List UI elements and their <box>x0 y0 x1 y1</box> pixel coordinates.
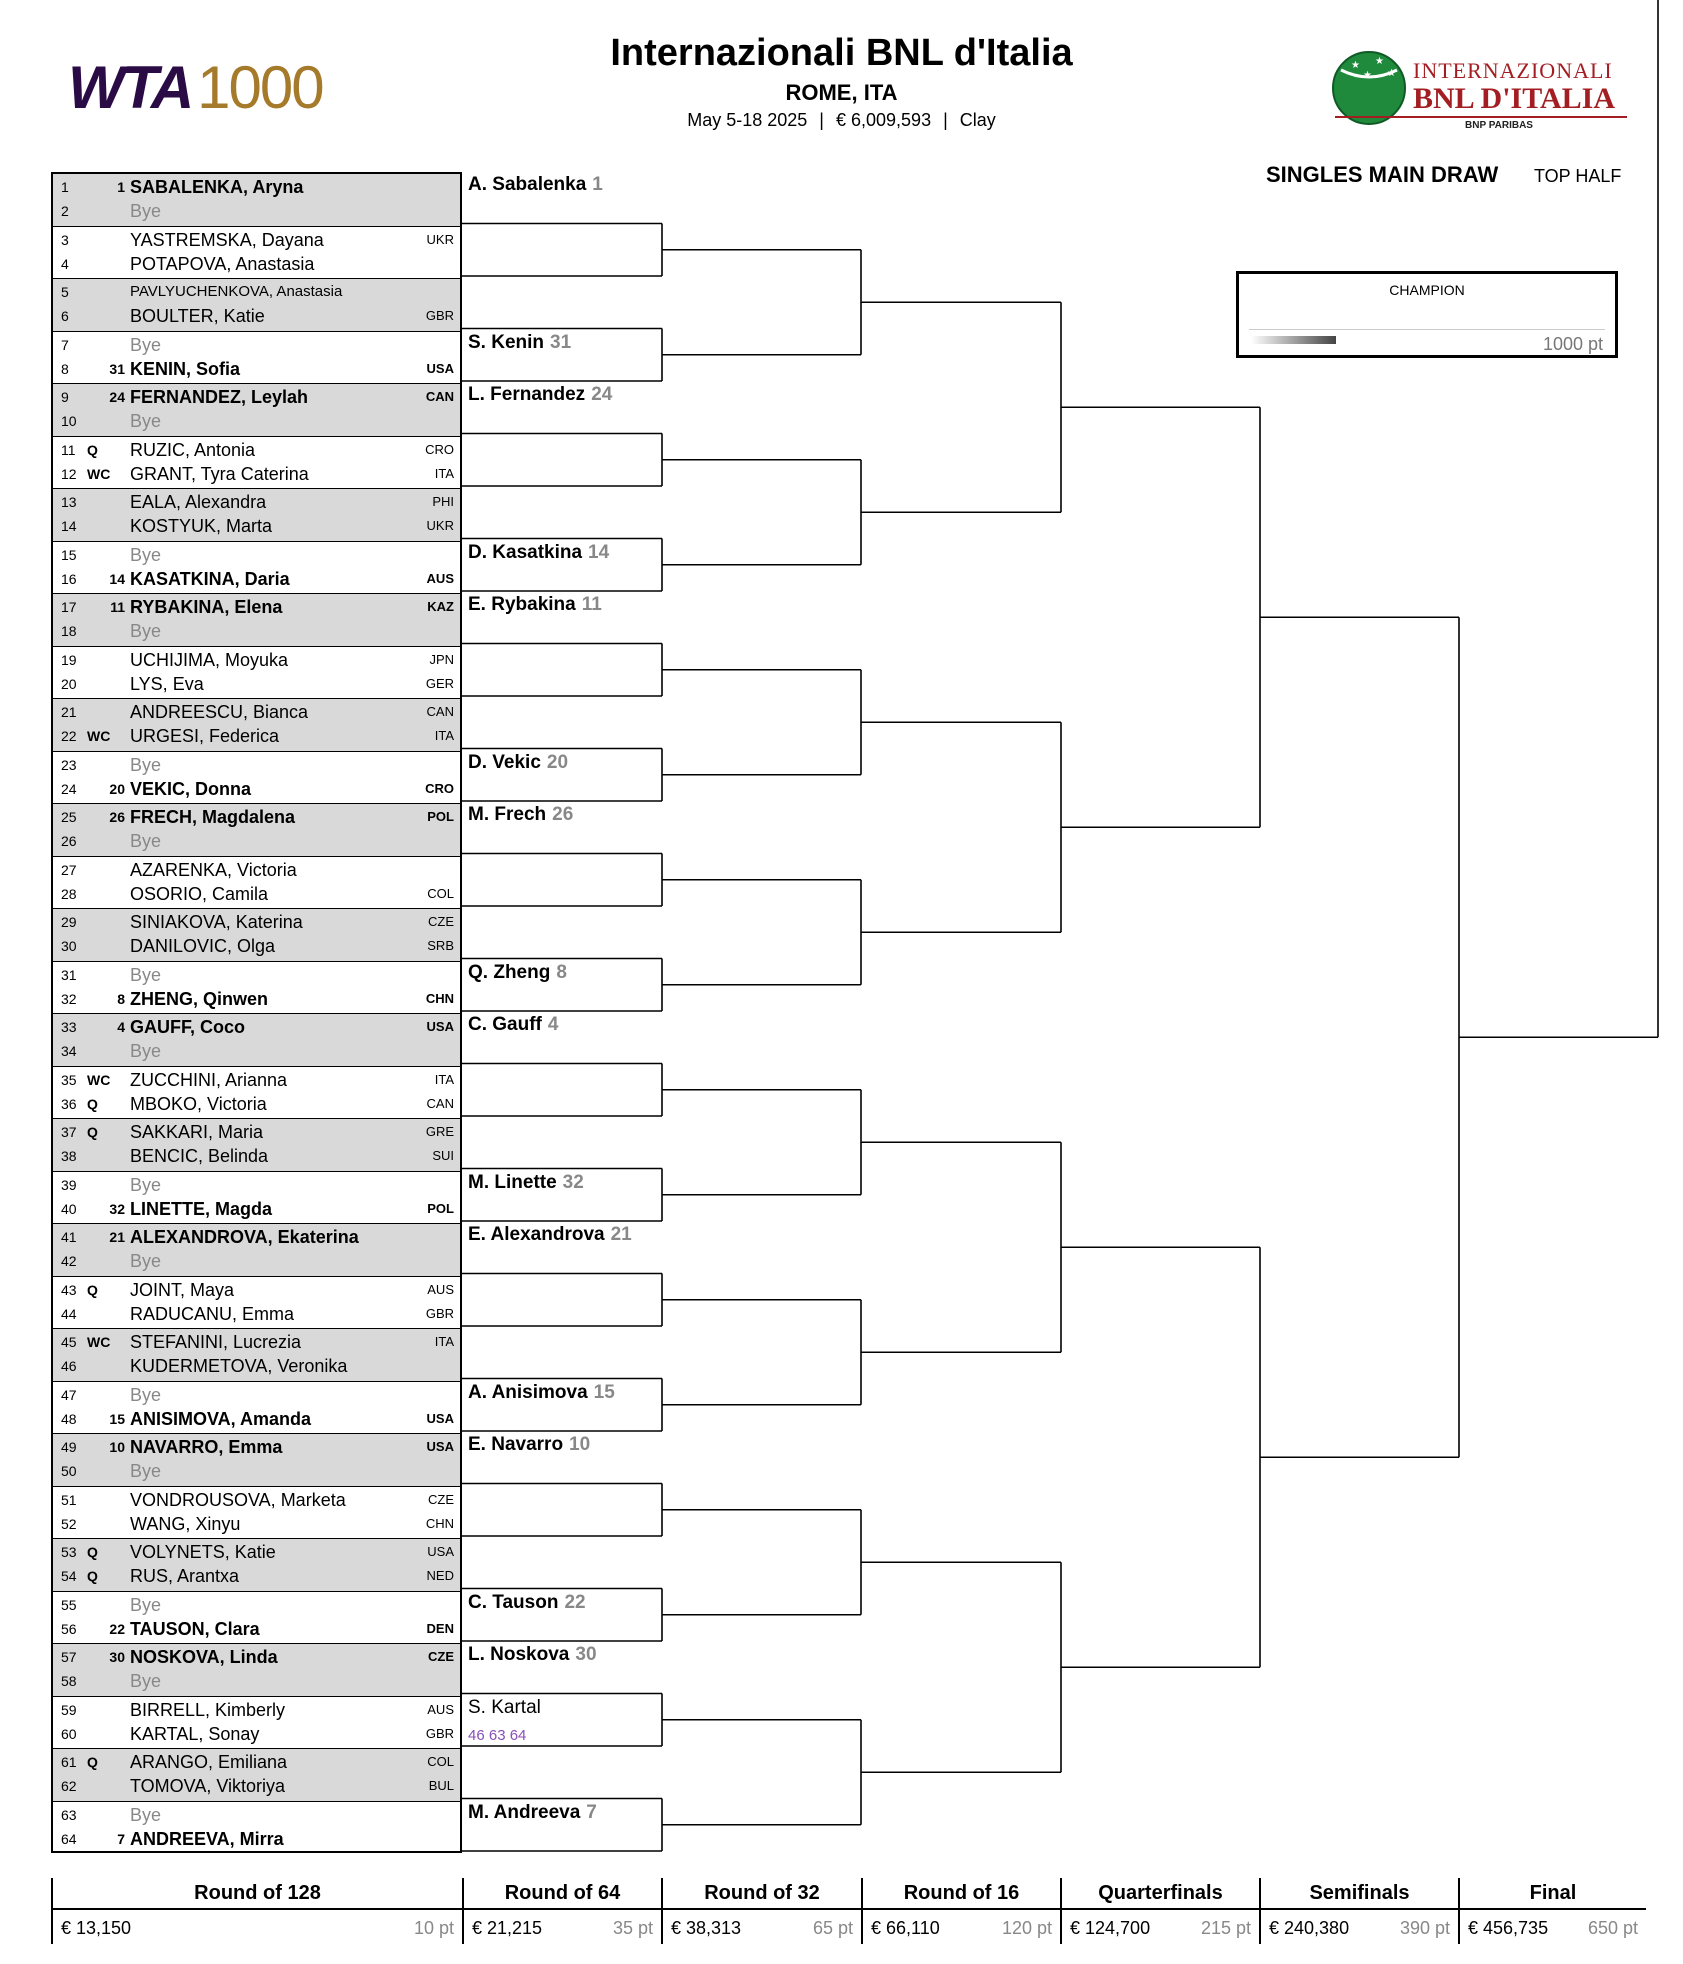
prize-round-name: Quarterfinals <box>1098 1882 1223 1904</box>
champion-points: 1000 pt <box>1542 334 1603 354</box>
player-name: ZUCCHINI, Arianna <box>130 1069 288 1090</box>
draw-position: 62 <box>61 1778 77 1794</box>
draw-position: 51 <box>61 1491 77 1508</box>
player-nationality: GBR <box>425 1305 454 1321</box>
draw-position: 49 <box>61 1439 77 1455</box>
draw-position: 63 <box>61 1806 77 1823</box>
player-nationality: CZE <box>428 914 454 929</box>
round64-winner-name: M. Andreeva <box>468 1801 581 1823</box>
player-name: TOMOVA, Viktoriya <box>130 1776 286 1796</box>
player-name: FRECH, Magdalena <box>130 807 296 827</box>
round64-winner-name: S. Kenin <box>468 331 545 353</box>
player-nationality: CHN <box>425 1515 454 1531</box>
player-nationality: USA <box>426 1410 454 1426</box>
entry-tag: Q <box>87 1095 98 1112</box>
entry-tag: Q <box>87 1124 98 1140</box>
draw-position: 23 <box>61 756 77 773</box>
player-name: Bye <box>130 621 162 641</box>
entry-tag: Q <box>87 1754 98 1770</box>
prize-money-value: € 240,380 <box>1269 1918 1350 1938</box>
draw-position: 54 <box>61 1568 77 1584</box>
player-name: PAVLYUCHENKOVA, Anastasia <box>130 283 343 300</box>
prize-column <box>1259 1878 1458 1944</box>
player-seed: 24 <box>109 389 125 405</box>
player-nationality: SRB <box>427 938 454 953</box>
round64-winner-name: Q. Zheng <box>468 961 551 983</box>
entry-tag: WC <box>87 465 111 482</box>
player-name: OSORIO, Camila <box>130 883 269 904</box>
player-nationality: ITA <box>434 728 454 743</box>
draw-position: 28 <box>61 885 77 902</box>
player-name: ALEXANDROVA, Ekaterina <box>130 1227 359 1247</box>
prize-round-name: Final <box>1529 1882 1577 1904</box>
player-nationality: UKR <box>426 231 454 247</box>
player-seed: 11 <box>110 599 125 615</box>
draw-position: 40 <box>61 1200 77 1217</box>
player-nationality: ITA <box>434 1071 454 1087</box>
prize-money-table <box>51 1878 1646 1948</box>
draw-position: 33 <box>61 1019 77 1035</box>
prize-column <box>861 1878 1060 1944</box>
prize-round-name: Round of 32 <box>704 1882 820 1904</box>
player-nationality: AUS <box>427 1281 454 1297</box>
draw-position: 30 <box>61 938 77 954</box>
player-name: ARANGO, Emiliana <box>130 1752 288 1772</box>
player-seed: 20 <box>109 780 125 797</box>
round64-winner-seed: 32 <box>562 1171 584 1193</box>
round64-winner-name: E. Rybakina <box>468 594 576 615</box>
draw-position: 16 <box>61 570 77 587</box>
player-name: YASTREMSKA, Dayana <box>130 229 324 250</box>
round64-winner <box>468 1802 597 1824</box>
player-name: NOSKOVA, Linda <box>130 1647 278 1667</box>
player-nationality: CRO <box>425 441 454 457</box>
player-name: GAUFF, Coco <box>130 1017 245 1037</box>
player-name: Bye <box>130 754 162 775</box>
ranking-points-value: 650 pt <box>1587 1918 1638 1938</box>
draw-position: 37 <box>61 1124 77 1140</box>
player-nationality: POL <box>427 809 454 824</box>
prize-money-value: € 456,735 <box>1468 1918 1549 1938</box>
player-name: RYBAKINA, Elena <box>130 597 283 617</box>
player-name: Bye <box>130 334 162 355</box>
player-nationality: KAZ <box>427 599 454 614</box>
draw-position: 5 <box>61 284 69 300</box>
draw-position: 9 <box>61 389 69 405</box>
draw-position: 1 <box>61 179 69 195</box>
player-seed: 8 <box>117 990 125 1007</box>
player-nationality: CHN <box>425 990 454 1006</box>
player-name: KARTAL, Sonay <box>130 1723 260 1744</box>
ranking-points-value: 390 pt <box>1399 1918 1450 1938</box>
round64-winner <box>468 752 568 774</box>
svg-text:★: ★ <box>1387 68 1396 79</box>
round64-winner-seed: 15 <box>593 1381 615 1403</box>
player-name: Bye <box>130 411 162 431</box>
round64-winner <box>468 1382 615 1404</box>
draw-half: TOP HALF <box>1534 166 1622 186</box>
draw-position: 7 <box>61 336 69 353</box>
draw-position: 22 <box>61 728 77 744</box>
player-seed: 21 <box>109 1229 125 1245</box>
round64-winner <box>468 542 609 564</box>
entry-tag: Q <box>87 441 98 458</box>
round64-winner <box>468 1172 584 1194</box>
player-seed: 4 <box>117 1019 125 1035</box>
player-nationality: GRE <box>425 1124 454 1139</box>
draw-position: 52 <box>61 1515 77 1532</box>
player-nationality: CRO <box>425 780 454 796</box>
round64-winner <box>468 1644 597 1666</box>
entry-tag: Q <box>87 1544 98 1560</box>
player-name: KOSTYUK, Marta <box>130 516 273 536</box>
brand-word: WTA <box>68 54 192 121</box>
player-nationality: AUS <box>427 1701 454 1717</box>
round64-winner <box>468 1224 632 1246</box>
player-name: SINIAKOVA, Katerina <box>130 912 303 932</box>
ranking-points-value: 35 pt <box>612 1918 653 1938</box>
player-name: MBOKO, Victoria <box>130 1093 267 1114</box>
round64-winner <box>468 332 571 354</box>
prize-money-value: € 66,110 <box>871 1918 940 1938</box>
player-name: EALA, Alexandra <box>130 492 267 512</box>
round64-winner-name: E. Alexandrova <box>468 1224 605 1245</box>
entry-tag: WC <box>87 1071 111 1088</box>
player-seed: 14 <box>109 570 125 587</box>
player-name: RUS, Arantxa <box>130 1566 240 1586</box>
draw-position: 39 <box>61 1176 77 1193</box>
match-score: 46 63 64 <box>468 1727 527 1744</box>
player-name: NAVARRO, Emma <box>130 1437 283 1457</box>
round64-winner <box>468 1697 541 1719</box>
player-name: VOLYNETS, Katie <box>130 1542 276 1562</box>
player-nationality: ITA <box>434 465 454 481</box>
entry-tag: Q <box>87 1281 98 1298</box>
player-seed: 30 <box>109 1649 125 1665</box>
round64-winner-name: S. Kartal <box>468 1696 541 1718</box>
player-nationality: ITA <box>434 1334 454 1349</box>
player-nationality: CZE <box>428 1649 454 1664</box>
player-nationality: COL <box>427 885 454 901</box>
draw-position: 11 <box>61 441 76 458</box>
player-name: Bye <box>130 1461 162 1481</box>
entry-tag: Q <box>87 1568 98 1584</box>
draw-position: 48 <box>61 1410 77 1427</box>
prize-round-name: Round of 64 <box>504 1882 621 1904</box>
player-name: VEKIC, Donna <box>130 778 252 799</box>
player-name: Bye <box>130 1174 162 1195</box>
player-name: Bye <box>130 1671 162 1691</box>
player-nationality: GBR <box>425 308 454 323</box>
round64-winner-seed: 10 <box>569 1434 591 1455</box>
entry-tag: WC <box>87 728 111 744</box>
prize-column <box>1060 1878 1259 1944</box>
player-name: Bye <box>130 831 162 851</box>
round64-winner-seed: 7 <box>586 1801 597 1823</box>
draw-position: 55 <box>61 1596 77 1613</box>
player-name: WANG, Xinyu <box>130 1513 241 1534</box>
round64-winner <box>468 962 567 984</box>
player-name: LINETTE, Magda <box>130 1198 273 1219</box>
draw-position: 24 <box>61 780 77 797</box>
player-seed: 1 <box>117 179 125 195</box>
draw-position: 20 <box>61 675 77 692</box>
draw-position: 25 <box>61 809 77 825</box>
info-separator: | <box>943 110 948 130</box>
draw-position: 59 <box>61 1701 77 1718</box>
draw-position: 35 <box>61 1071 77 1088</box>
draw-position: 27 <box>61 861 77 878</box>
player-name: Bye <box>130 964 162 985</box>
player-name: UCHIJIMA, Moyuka <box>130 649 289 670</box>
svg-text:★: ★ <box>1375 56 1384 67</box>
draw-position: 60 <box>61 1725 77 1742</box>
player-name: SAKKARI, Maria <box>130 1122 264 1142</box>
round64-winner <box>468 1014 558 1036</box>
draw-position: 21 <box>61 704 77 720</box>
draw-position: 3 <box>61 231 69 248</box>
prize-column <box>462 1878 661 1944</box>
draw-position: 61 <box>61 1754 77 1770</box>
round64-winner <box>468 1592 586 1614</box>
draw-position: 8 <box>61 360 69 377</box>
player-seed: 15 <box>109 1410 125 1427</box>
draw-position: 53 <box>61 1544 77 1560</box>
player-nationality: USA <box>426 360 454 376</box>
round64-winner-seed: 31 <box>550 331 572 353</box>
info-separator: | <box>819 110 824 130</box>
player-nationality: SUI <box>432 1148 454 1163</box>
svg-text:★: ★ <box>1351 60 1360 71</box>
round64-winner-seed: 20 <box>546 751 569 773</box>
round64-winner-name: C. Tauson <box>468 1591 559 1613</box>
player-nationality: PHI <box>432 494 454 509</box>
draw-position: 31 <box>61 966 77 983</box>
ranking-points-value: 65 pt <box>812 1918 853 1938</box>
draw-position: 34 <box>61 1043 77 1059</box>
draw-position: 2 <box>61 203 69 219</box>
round64-winner-name: A. Anisimova <box>468 1381 588 1403</box>
player-name: Bye <box>130 544 162 565</box>
ranking-points-value: 10 pt <box>413 1918 454 1938</box>
tournament-surface: Clay <box>959 110 996 130</box>
player-nationality: COL <box>427 1754 454 1769</box>
player-nationality: USA <box>426 1439 454 1454</box>
draw-position: 43 <box>61 1281 77 1298</box>
draw-position: 19 <box>61 651 77 668</box>
prize-round-name: Semifinals <box>1309 1882 1410 1904</box>
player-name: DANILOVIC, Olga <box>130 936 276 956</box>
player-nationality: UKR <box>426 518 454 533</box>
round64-winner <box>468 594 602 616</box>
player-name: ANDREESCU, Bianca <box>130 702 309 722</box>
player-name: KENIN, Sofia <box>130 358 241 379</box>
draw-position: 46 <box>61 1358 77 1374</box>
draw-position: 56 <box>61 1620 77 1637</box>
player-nationality: CZE <box>428 1491 454 1507</box>
round64-winner-seed: 4 <box>547 1014 559 1035</box>
player-name: BIRRELL, Kimberly <box>130 1699 286 1720</box>
player-name: VONDROUSOVA, Marketa <box>130 1489 346 1510</box>
round64-winner-seed: 26 <box>552 804 574 825</box>
prize-round-name: Round of 128 <box>194 1882 321 1904</box>
draw-position: 41 <box>61 1229 77 1245</box>
svg-text:★: ★ <box>1363 70 1372 81</box>
player-name: STEFANINI, Lucrezia <box>130 1332 302 1352</box>
round64-winner-seed: 21 <box>610 1224 632 1245</box>
draw-label: SINGLES MAIN DRAW <box>1266 162 1499 187</box>
draw-position: 50 <box>61 1463 77 1479</box>
draw-position: 29 <box>61 914 77 930</box>
ranking-points-value: 120 pt <box>1001 1918 1052 1938</box>
tournament-logo-line1: INTERNAZIONALI <box>1413 58 1613 83</box>
draw-position: 6 <box>61 308 69 324</box>
player-nationality: NED <box>426 1568 454 1583</box>
round64-winner-seed: 14 <box>588 541 610 563</box>
player-name: KASATKINA, Daria <box>130 568 290 589</box>
player-name: ZHENG, Qinwen <box>130 988 269 1009</box>
round64-winner-name: L. Noskova <box>468 1644 570 1665</box>
draw-position: 26 <box>61 833 77 849</box>
draw-position: 4 <box>61 255 69 272</box>
tournament-prize-money: € 6,009,593 <box>835 110 932 130</box>
tournament-title: Internazionali BNL d'Italia <box>610 32 1073 74</box>
draw-position: 14 <box>61 518 77 534</box>
round64-winner-name: L. Fernandez <box>468 384 586 405</box>
round64-winner <box>468 804 573 826</box>
prize-column <box>51 1878 462 1944</box>
player-name: Bye <box>130 1594 162 1615</box>
draw-position: 45 <box>61 1334 77 1350</box>
round64-winner-seed: 30 <box>575 1644 597 1665</box>
round64-winner <box>468 1434 590 1456</box>
round64-winner <box>468 384 612 406</box>
player-name: Bye <box>130 1804 162 1825</box>
player-name: Bye <box>130 201 162 221</box>
player-seed: 22 <box>109 1620 125 1637</box>
prize-column <box>661 1878 861 1944</box>
tournament-logo-line2: BNL D'ITALIA <box>1413 82 1616 115</box>
prize-round-name: Round of 16 <box>903 1882 1020 1904</box>
tournament-location: ROME, ITA <box>785 80 898 105</box>
round64-winner-name: C. Gauff <box>468 1014 542 1035</box>
player-nationality: AUS <box>426 570 454 586</box>
draw-position: 64 <box>61 1830 77 1847</box>
player-name: BENCIC, Belinda <box>130 1146 269 1166</box>
draw-position: 58 <box>61 1673 77 1689</box>
player-seed: 26 <box>109 809 125 825</box>
player-nationality: GER <box>425 675 454 691</box>
round64-winner <box>468 174 603 196</box>
champion-label: CHAMPION <box>1389 282 1465 298</box>
ranking-points-value: 215 pt <box>1200 1918 1251 1938</box>
player-nationality: CAN <box>426 1095 454 1111</box>
player-name: AZARENKA, Victoria <box>130 859 297 880</box>
round64-winner-name: D. Kasatkina <box>468 541 583 563</box>
round64-winner-name: D. Vekic <box>468 751 541 773</box>
entry-tag: WC <box>87 1334 111 1350</box>
player-nationality: USA <box>426 1019 454 1034</box>
player-nationality: CAN <box>425 389 454 404</box>
player-seed: 7 <box>117 1830 125 1847</box>
player-nationality: CAN <box>426 704 454 719</box>
draw-position: 12 <box>61 465 77 482</box>
round64-winner-seed: 22 <box>564 1591 586 1613</box>
player-name: ANISIMOVA, Amanda <box>130 1408 312 1429</box>
draw-position: 10 <box>61 413 77 429</box>
prize-money-value: € 38,313 <box>671 1918 742 1938</box>
round64-winner-name: M. Linette <box>468 1171 557 1193</box>
player-nationality: JPN <box>429 651 454 667</box>
player-name: LYS, Eva <box>130 673 204 694</box>
draw-position: 47 <box>61 1386 77 1403</box>
player-name: TAUSON, Clara <box>130 1618 260 1639</box>
player-name: RADUCANU, Emma <box>130 1303 295 1324</box>
draw-position: 38 <box>61 1148 77 1164</box>
player-nationality: BUL <box>428 1778 454 1793</box>
prize-money-value: € 124,700 <box>1070 1918 1151 1938</box>
draw-position: 42 <box>61 1253 77 1269</box>
player-name: SABALENKA, Aryna <box>130 177 304 197</box>
player-seed: 31 <box>109 360 125 377</box>
draw-position: 17 <box>61 599 77 615</box>
player-name: Bye <box>130 1251 162 1271</box>
player-name: JOINT, Maya <box>130 1279 235 1300</box>
player-name: RUZIC, Antonia <box>130 439 256 460</box>
draw-position: 32 <box>61 990 77 1007</box>
round64-winner-seed: 8 <box>556 961 567 983</box>
draw-position: 57 <box>61 1649 77 1665</box>
player-name: URGESI, Federica <box>130 726 280 746</box>
draw-position: 44 <box>61 1305 77 1322</box>
player-nationality: GBR <box>425 1725 454 1741</box>
draw-position: 13 <box>61 494 77 510</box>
round64-winner-name: M. Frech <box>468 804 547 825</box>
draw-position: 18 <box>61 623 77 639</box>
prize-money-value: € 13,150 <box>61 1918 132 1938</box>
prize-column <box>1458 1878 1646 1944</box>
player-seed: 10 <box>109 1439 125 1455</box>
round64-winner-name: A. Sabalenka <box>468 174 587 195</box>
player-name: ANDREEVA, Mirra <box>130 1828 284 1849</box>
round64-winner-name: E. Navarro <box>468 1434 564 1455</box>
player-name: Bye <box>130 1384 162 1405</box>
prize-money-value: € 21,215 <box>472 1918 543 1938</box>
tournament-dates: May 5-18 2025 <box>687 110 808 130</box>
player-nationality: DEN <box>426 1620 454 1636</box>
draw-position: 15 <box>61 546 77 563</box>
round64-winner-seed: 24 <box>591 384 613 405</box>
player-name: Bye <box>130 1041 162 1061</box>
player-nationality: USA <box>427 1544 454 1559</box>
tournament-logo-line3: BNP PARIBAS <box>1465 120 1533 131</box>
player-name: GRANT, Tyra Caterina <box>130 463 309 484</box>
round64-winner-seed: 1 <box>592 174 603 195</box>
brand-level: 1000 <box>197 54 323 121</box>
round64-winner-seed: 11 <box>581 594 602 615</box>
player-name: POTAPOVA, Anastasia <box>130 253 315 274</box>
player-name: BOULTER, Katie <box>130 306 265 326</box>
player-name: KUDERMETOVA, Veronika <box>130 1356 348 1376</box>
player-seed: 32 <box>109 1200 125 1217</box>
player-name: FERNANDEZ, Leylah <box>130 387 309 407</box>
player-nationality: POL <box>427 1200 454 1216</box>
draw-position: 36 <box>61 1095 77 1112</box>
